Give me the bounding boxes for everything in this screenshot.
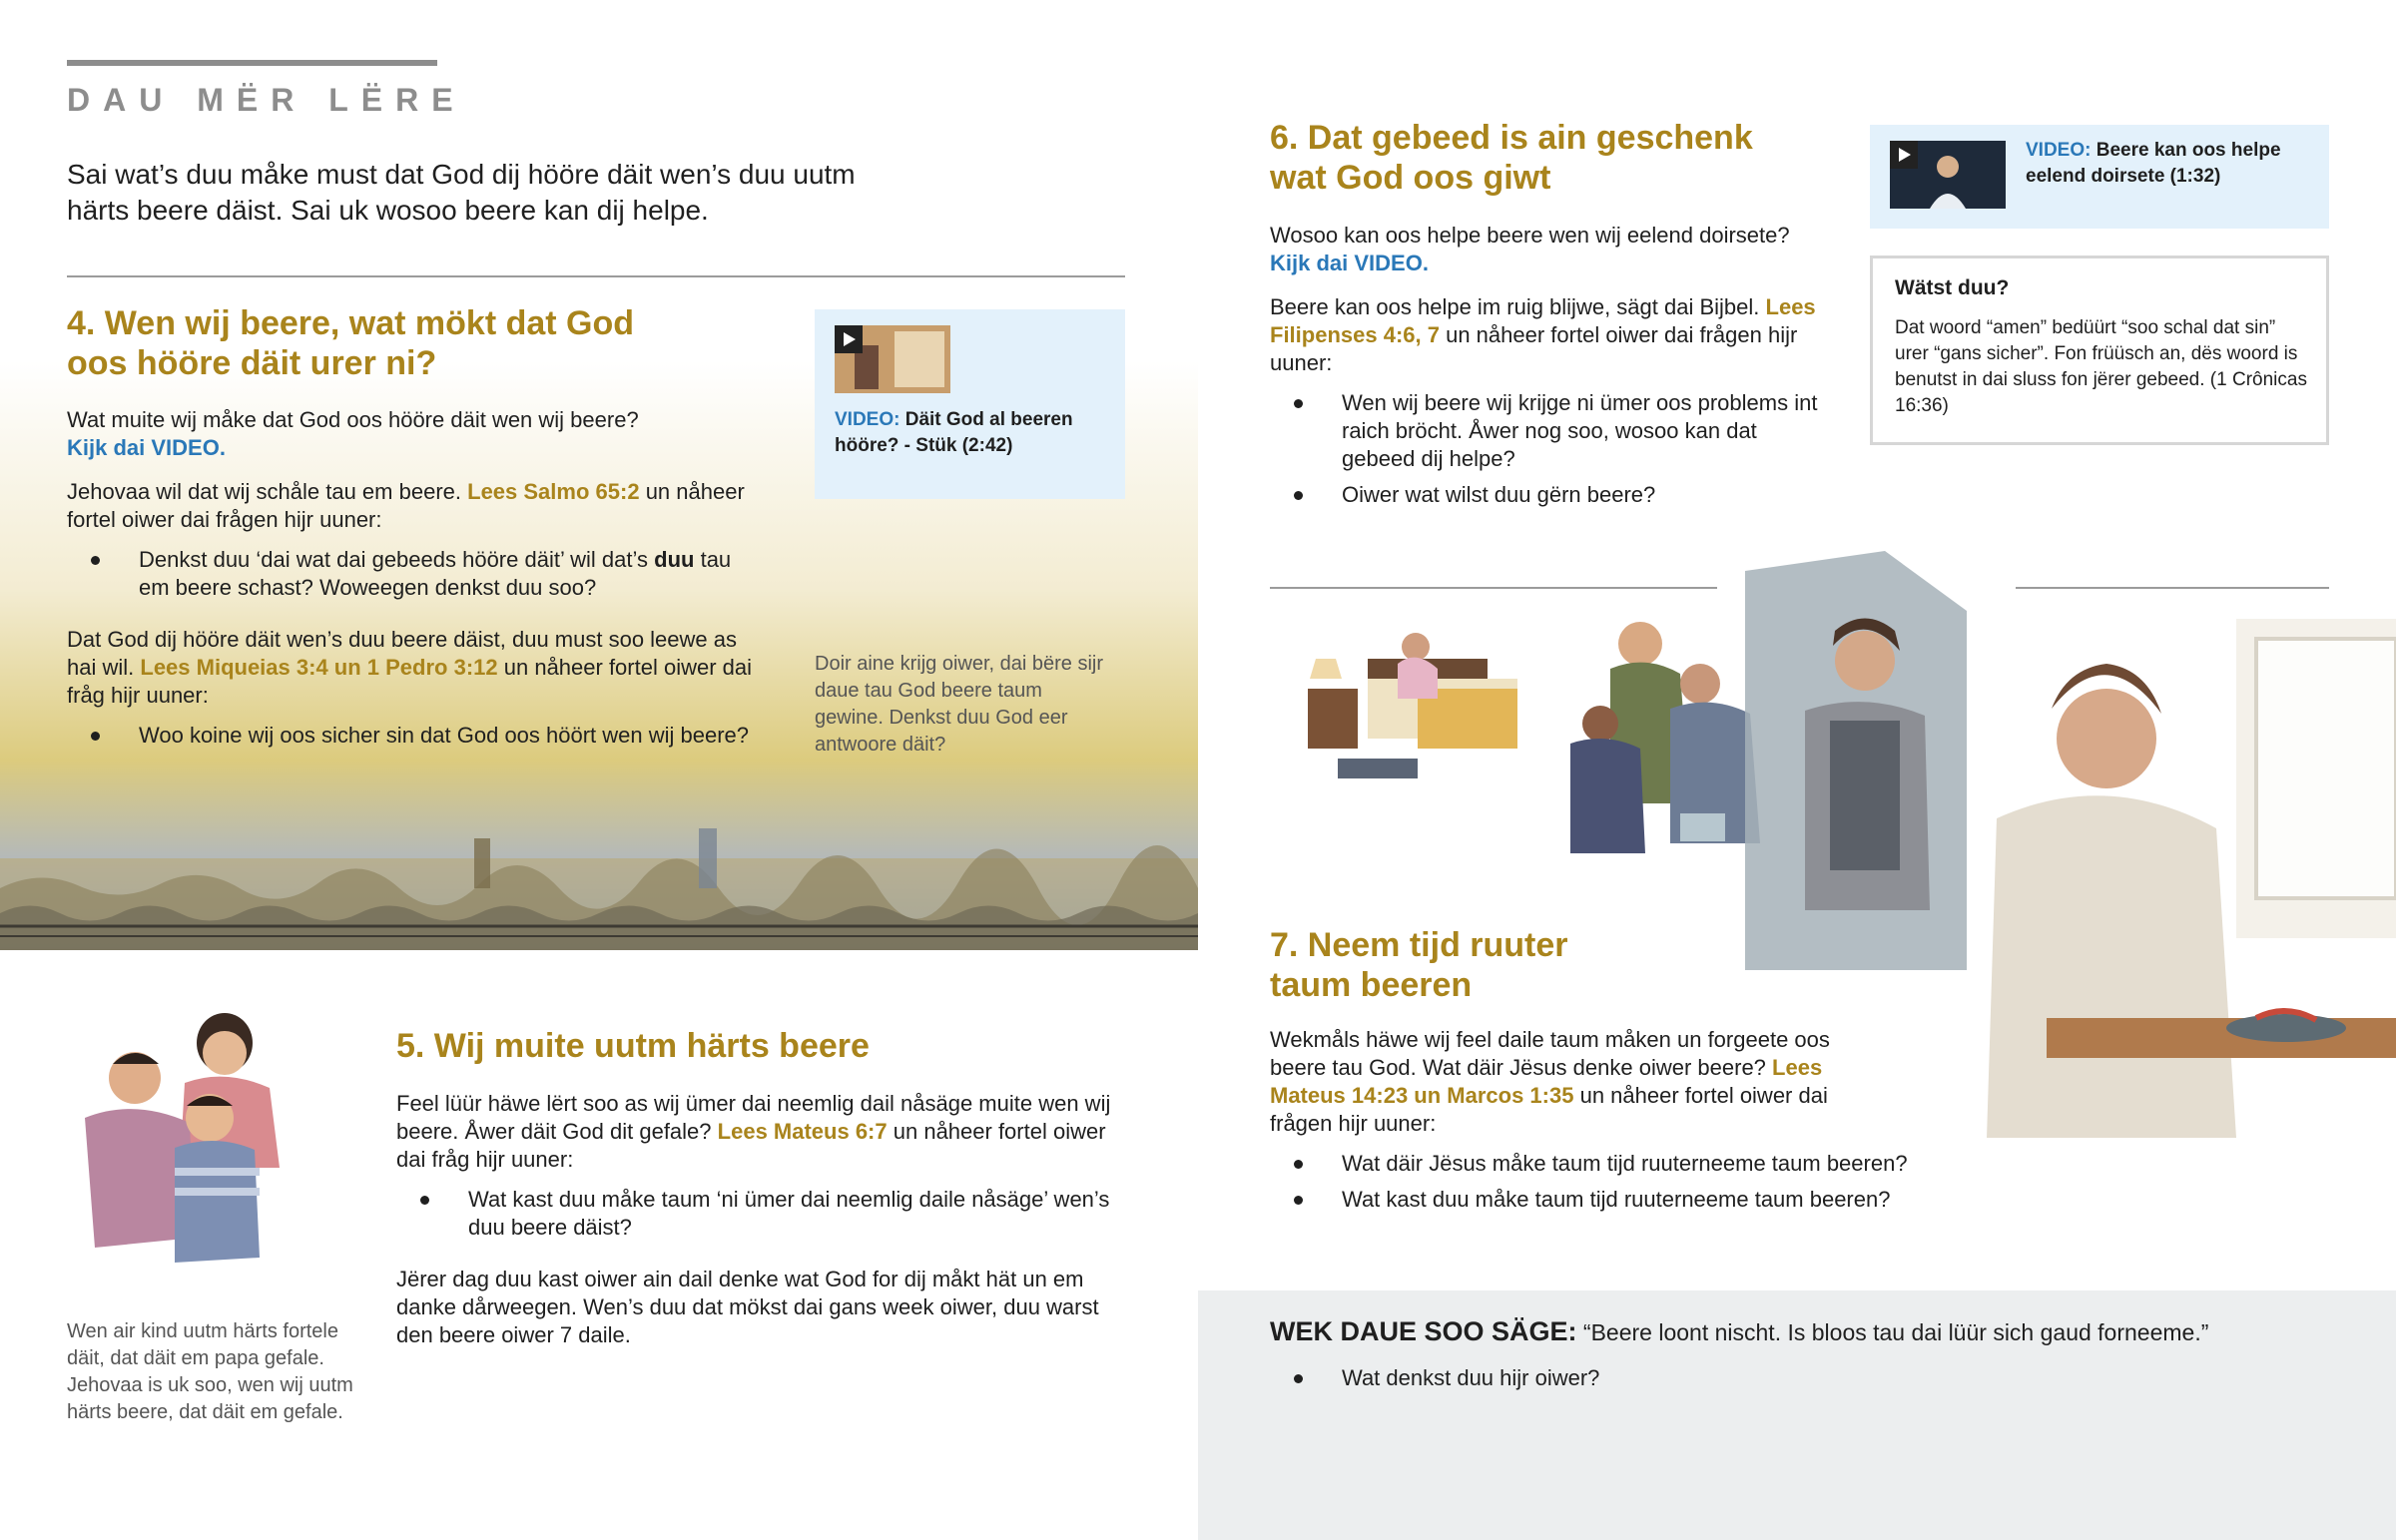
- section-7-text: [1270, 1026, 1908, 1214]
- video-label: VIDEO:: [835, 409, 900, 430]
- video-title[interactable]: Beere kan oos helpe eelend doirsete (1:32): [2026, 140, 2281, 187]
- paragraph: Wekmåls häwe wij feel daile taum måken un forgeete oos beere tau God. Wat däir Jësus denke oiwer beere?: [1270, 1027, 1830, 1080]
- list-item: Wat däir Jësus måke taum tijd ruuterneeme taum beeren?: [1294, 1150, 1933, 1178]
- image-caption: Doir aine krijg oiwer, dai bëre sijr daue tau God beere taum gewine. Denkst duu God eer antwoore däit?: [815, 653, 1104, 756]
- discussion-quote: “Beere loont nischt. Is bloos tau dai lüür sich gaud forneeme.”: [1582, 1319, 2209, 1345]
- scripture-link[interactable]: Lees Filipenses 4:6, 7: [1270, 294, 1816, 347]
- section-5-text: [396, 1090, 1130, 1349]
- family-illustration: [75, 998, 304, 1287]
- list-item: Denkst duu ‘dai wat dai gebeeds hööre däit’ wil dat’s duu tau em beere schast? Woweegen denkst duu soo?: [91, 546, 766, 602]
- list-item: Wat kast duu måke taum ‘ni ümer dai neemlig daile nåsäge’ wen’s duu beere däist?: [420, 1186, 1130, 1242]
- list-item: Wen wij beere wij krijge ni ümer oos problems int raich bröcht. Åwer nog soo, wosoo kan dat gebeed dij helpe?: [1294, 389, 1829, 473]
- info-box-title: Wätst duu?: [1895, 276, 2010, 299]
- section-6-title: 6. Dat gebeed is ain geschenk wat God oos giwt: [1270, 119, 1753, 197]
- list-item: Wat denkst duu hijr oiwer?: [1294, 1364, 1599, 1392]
- divider: [67, 275, 1125, 277]
- list-item: Wat kast duu måke taum tijd ruuterneeme taum beeren?: [1294, 1186, 1933, 1214]
- page-title: DAU MËR LËRE: [67, 82, 466, 118]
- intro-text: Sai wat’s duu måke must dat God dij hööre däit wen’s duu uutm härts beere däist. Sai uk wosoo beere kan dij helpe.: [67, 159, 856, 226]
- paragraph: Jehovaa wil dat wij schåle tau em beere.: [67, 479, 461, 504]
- play-icon[interactable]: [1890, 141, 1918, 169]
- scripture-link[interactable]: Lees Salmo 65:2: [467, 479, 640, 504]
- video-link[interactable]: Kijk dai VIDEO.: [67, 435, 226, 460]
- section-4-question: Wat muite wij måke dat God oos hööre däit wen wij beere?: [67, 407, 639, 432]
- paragraph: un nåheer fortel oiwer dai fråg hijr uuner:: [67, 655, 753, 708]
- info-box: [1870, 256, 2329, 445]
- discussion-panel: [1198, 1290, 2396, 1540]
- paragraph: un nåheer fortel oiwer dai frågen hijr uuner:: [67, 479, 745, 532]
- section-5-title: 5. Wij muite uutm härts beere: [396, 1027, 870, 1065]
- image-caption: Wen air kind uutm härts fortele däit, dat däit em papa gefale. Jehovaa is uk soo, wen wij uutm härts beere, dat däit em gefale.: [67, 1320, 353, 1423]
- list-item: Oiwer wat wilst duu gërn beere?: [1294, 481, 1829, 509]
- bedroom-illustration: [1298, 619, 1567, 788]
- paragraph: Dat God dij hööre däit wen’s duu beere däist, duu must soo leewe as hai wil.: [67, 627, 737, 680]
- video-label: VIDEO:: [2026, 140, 2092, 161]
- list-item: Woo koine wij oos sicher sin dat God oos höört wen wij beere?: [91, 722, 766, 750]
- paragraph: Beere kan oos helpe im ruig blijwe, sägt dai Bijbel.: [1270, 294, 1760, 319]
- section-4-title: 4. Wen wij beere, wat mökt dat God oos hööre däit urer ni?: [67, 304, 635, 382]
- section-6-text: [1270, 222, 1829, 509]
- scripture-link[interactable]: Lees Mateus 14:23 un Marcos 1:35: [1270, 1055, 1823, 1108]
- woman-cooking-illustration: [1957, 619, 2396, 1138]
- paragraph: Jërer dag duu kast oiwer ain dail denke wat God for dij måkt hät un em danke dårweegen. Wen’s duu dat mökst dai gans week oiwer, duu warst den beere oiwer 7 daile.: [396, 1267, 1099, 1347]
- scripture-link[interactable]: Lees Miqueias 3:4 un 1 Pedro 3:12: [140, 655, 498, 680]
- video-box[interactable]: [815, 309, 1125, 499]
- divider: [2016, 587, 2329, 589]
- paragraph: un nåheer fortel oiwer dai fråg hijr uuner:: [396, 1119, 1106, 1172]
- nurse-illustration: [1745, 551, 1975, 970]
- title-bar: [67, 60, 437, 66]
- paragraph: un nåheer fortel oiwer dai frågen hijr uuner:: [1270, 1083, 1828, 1136]
- section-6-question: Wosoo kan oos helpe beere wen wij eelend doirsete?: [1270, 223, 1790, 248]
- play-icon[interactable]: [835, 325, 863, 353]
- paragraph: Feel lüür häwe lërt soo as wij ümer dai neemlig dail nåsäge muite wen wij beere. Åwer däit God dit gefale?: [396, 1091, 1111, 1144]
- video-box[interactable]: [1870, 125, 2329, 229]
- scripture-link[interactable]: Lees Mateus 6:7: [717, 1119, 888, 1144]
- section-4-text: [67, 406, 766, 750]
- info-box-text: Dat woord “amen” bedüürt “soo schal dat sin” urer “gans sicher”. Fon früüsch an, dës woord is benutst in dai sluss fon jërer gebeed. (1 Crônicas 16:36): [1895, 317, 2307, 416]
- divider: [1270, 587, 1717, 589]
- paragraph: un nåheer fortel oiwer dai frågen hijr uuner:: [1270, 322, 1798, 375]
- prayer-crowd-illustration: [0, 818, 1198, 950]
- video-link[interactable]: Kijk dai VIDEO.: [1270, 251, 1429, 275]
- section-7-title: 7. Neem tijd ruuter taum beeren: [1270, 926, 1568, 1004]
- discussion-label: WEK DAUE SOO SÄGE:: [1270, 1316, 1577, 1346]
- video-title[interactable]: Däit God al beeren hööre? - Stük (2:42): [835, 409, 1073, 456]
